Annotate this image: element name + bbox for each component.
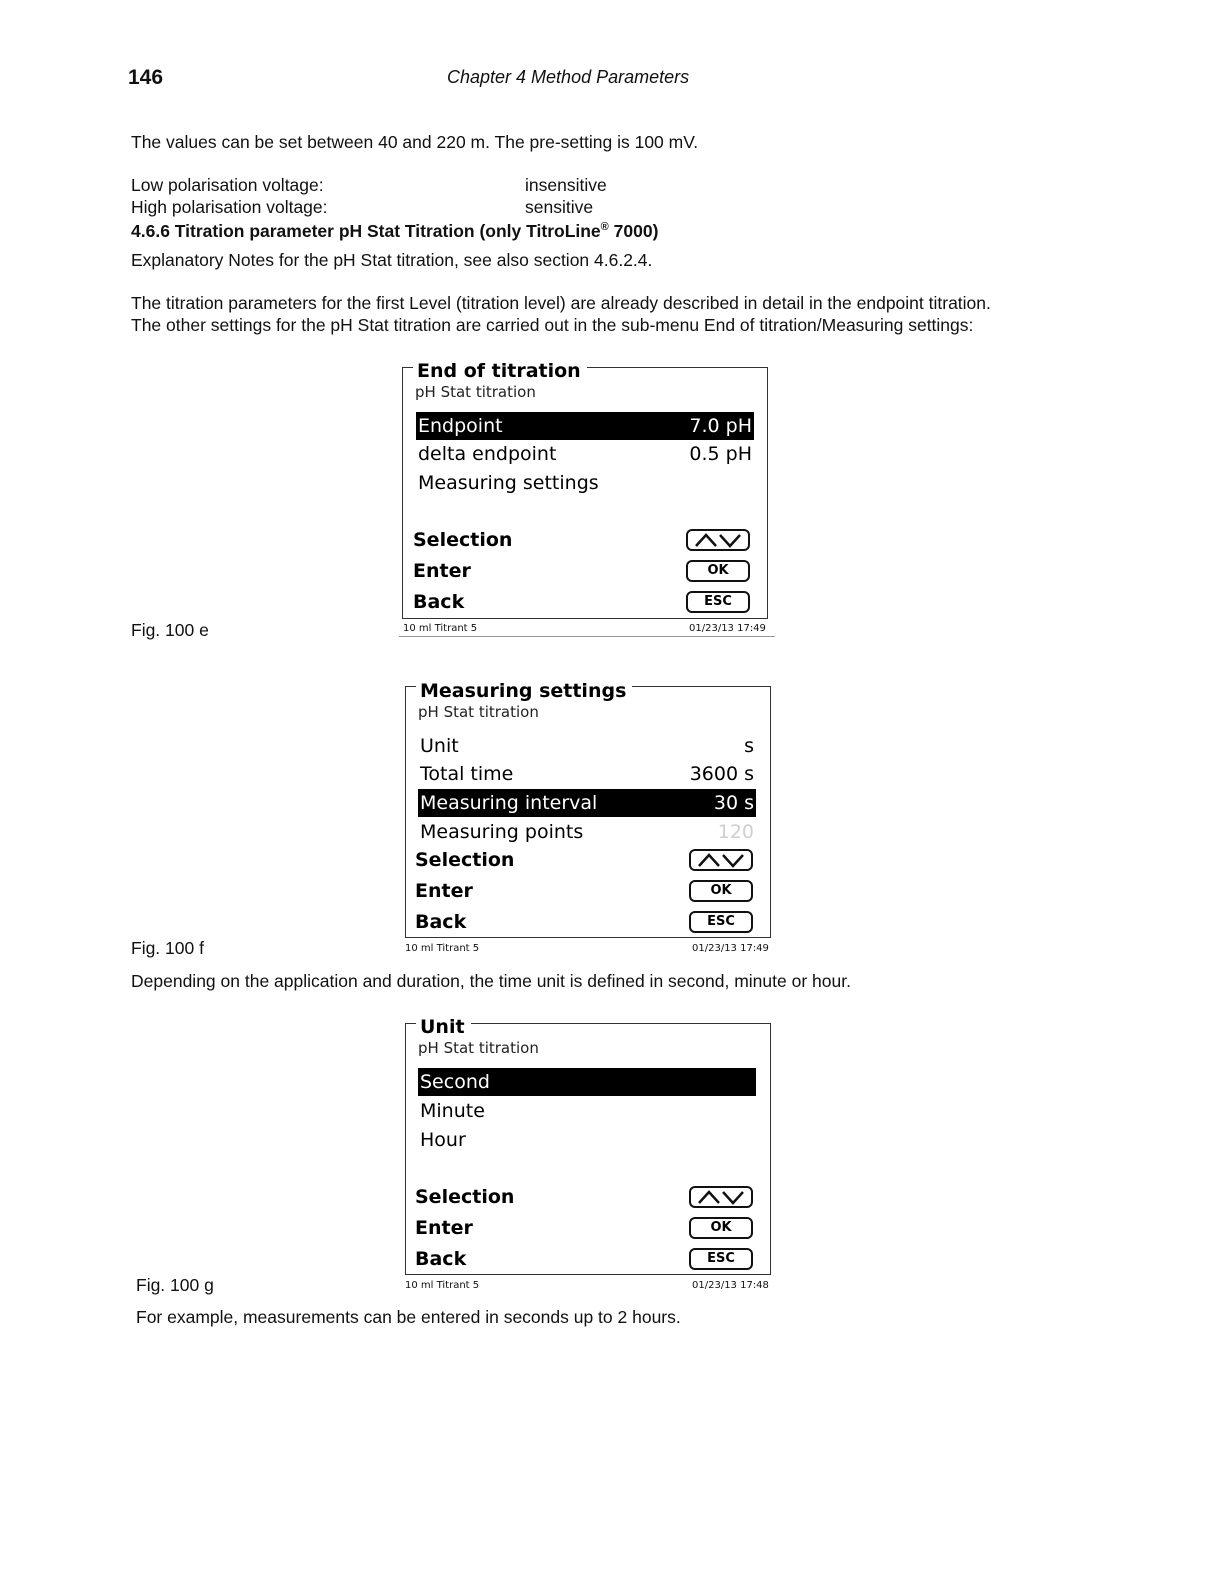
row-label: Measuring interval: [420, 792, 598, 814]
status-titrant: 10 ml Titrant 5: [405, 943, 480, 954]
row-label: Second: [420, 1071, 490, 1093]
status-titrant: 10 ml Titrant 5: [405, 1280, 480, 1291]
key-back-label: Back: [413, 591, 465, 613]
status-divider: [399, 636, 775, 637]
screen-subtitle: pH Stat titration: [418, 1039, 539, 1057]
row-value: 0.5 pH: [689, 443, 752, 465]
key-enter-label: Enter: [415, 880, 473, 902]
status-datetime: 01/23/13 17:49: [692, 943, 769, 954]
key-enter-label: Enter: [415, 1217, 473, 1239]
screen-subtitle: pH Stat titration: [418, 703, 539, 721]
heading-text: 4.6.6 Titration parameter pH Stat Titration (only TitroLine: [131, 220, 601, 241]
registered-mark: ®: [600, 221, 609, 233]
screen-subtitle: pH Stat titration: [415, 383, 536, 401]
key-back-label: Back: [415, 1248, 467, 1270]
row-value: s: [744, 735, 754, 757]
menu-row-minute[interactable]: [418, 1097, 756, 1125]
row-value: 30 s: [713, 792, 754, 814]
high-polarisation-label: High polarisation voltage:: [131, 197, 328, 217]
figure-caption-g: Fig. 100 g: [136, 1275, 214, 1295]
esc-button[interactable]: ESC: [686, 591, 750, 613]
row-label: Hour: [420, 1129, 466, 1151]
status-datetime: 01/23/13 17:49: [689, 623, 766, 634]
up-down-arrows-button[interactable]: [689, 1186, 753, 1208]
row-value: 3600 s: [689, 763, 754, 785]
row-label: Endpoint: [418, 415, 503, 437]
key-selection-label: Selection: [415, 1186, 515, 1208]
ok-button[interactable]: OK: [689, 880, 753, 902]
up-down-arrows-icon: [696, 1189, 746, 1205]
key-selection-label: Selection: [415, 849, 515, 871]
paragraph-example: For example, measurements can be entered in seconds up to 2 hours.: [136, 1307, 681, 1327]
menu-row-unit[interactable]: [418, 732, 756, 760]
screen-title: Unit: [416, 1016, 471, 1038]
paragraph-notes: Explanatory Notes for the pH Stat titration, see also section 4.6.2.4.: [131, 250, 653, 270]
screen-measuring-settings: [398, 674, 778, 958]
paragraph-other-settings: The other settings for the pH Stat titration are carried out in the sub-menu End of titration/Measuring settings:: [131, 315, 974, 335]
menu-row-delta-endpoint[interactable]: [416, 440, 754, 468]
screen-end-of-titration: [399, 360, 777, 640]
screen-title: Measuring settings: [416, 680, 632, 702]
page-number: 146: [128, 66, 164, 89]
status-titrant: 10 ml Titrant 5: [403, 623, 478, 634]
esc-button[interactable]: ESC: [689, 1248, 753, 1270]
key-selection-label: Selection: [413, 529, 513, 551]
low-polarisation-label: Low polarisation voltage:: [131, 175, 324, 195]
key-back-label: Back: [415, 911, 467, 933]
up-down-arrows-button[interactable]: [689, 849, 753, 871]
chapter-title: Chapter 4 Method Parameters: [447, 67, 690, 87]
up-down-arrows-icon: [693, 532, 743, 548]
menu-row-total-time[interactable]: [418, 760, 756, 788]
row-label: Minute: [420, 1100, 485, 1122]
ok-button[interactable]: OK: [686, 560, 750, 582]
figure-caption-e: Fig. 100 e: [131, 620, 209, 640]
heading-model: 7000): [608, 220, 659, 241]
section-heading: [131, 217, 658, 242]
key-enter-label: Enter: [413, 560, 471, 582]
menu-row-endpoint[interactable]: [416, 412, 754, 440]
paragraph-titration-params: The titration parameters for the first Level (titration level) are already described in detail in the endpoint titration.: [131, 293, 991, 313]
up-down-arrows-button[interactable]: [686, 529, 750, 551]
screen-title: End of titration: [413, 360, 587, 382]
esc-button[interactable]: ESC: [689, 911, 753, 933]
row-value: 7.0 pH: [689, 415, 752, 437]
paragraph-time-unit: Depending on the application and duration, the time unit is defined in second, minute or hour.: [131, 971, 851, 991]
low-polarisation-value: insensitive: [525, 175, 607, 195]
row-label: Unit: [420, 735, 459, 757]
status-datetime: 01/23/13 17:48: [692, 1280, 769, 1291]
high-polarisation-value: sensitive: [525, 197, 594, 217]
ok-button[interactable]: OK: [689, 1217, 753, 1239]
row-label: Measuring points: [420, 821, 584, 843]
menu-row-measuring-interval[interactable]: [418, 789, 756, 817]
row-value: 120: [717, 821, 754, 843]
row-label: Measuring settings: [418, 472, 599, 494]
figure-caption-f: Fig. 100 f: [131, 938, 204, 958]
row-label: Total time: [420, 763, 514, 785]
row-label: delta endpoint: [418, 443, 557, 465]
menu-row-second[interactable]: [418, 1068, 756, 1096]
paragraph-values: The values can be set between 40 and 220 m. The pre-setting is 100 mV.: [131, 132, 699, 152]
menu-row-measuring-settings[interactable]: [416, 469, 754, 497]
menu-row-measuring-points[interactable]: [418, 818, 756, 846]
menu-row-hour[interactable]: [418, 1126, 756, 1154]
screen-unit: [402, 1016, 774, 1296]
up-down-arrows-icon: [696, 852, 746, 868]
